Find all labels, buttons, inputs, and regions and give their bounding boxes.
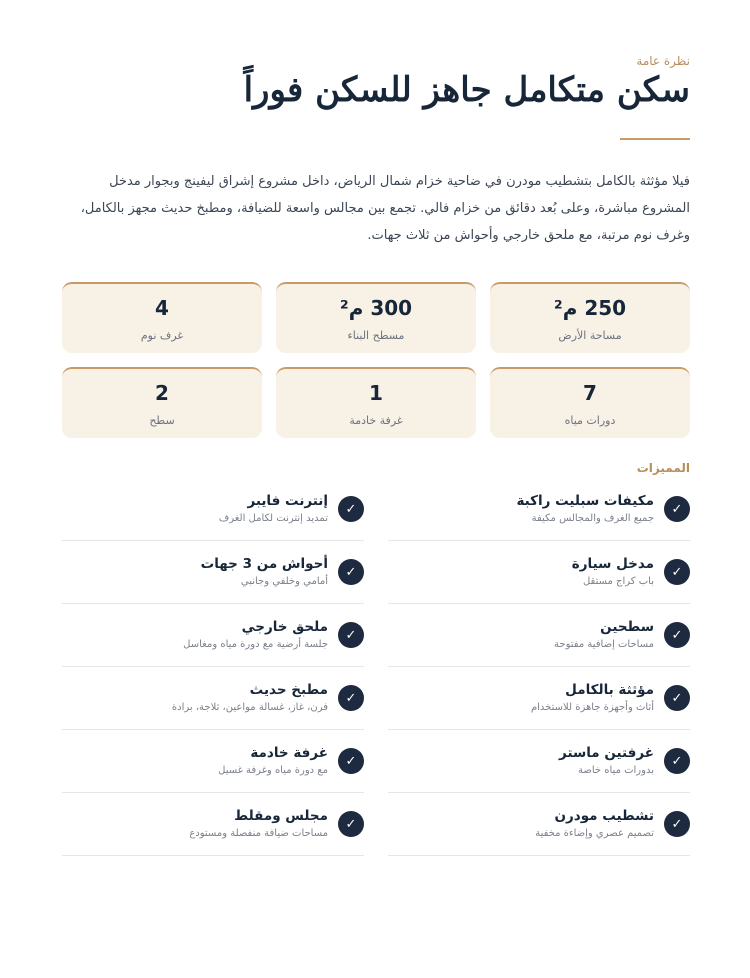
feature-subtitle: مساحات ضيافة منفصلة ومستودع bbox=[189, 828, 328, 839]
stat-value: 1 bbox=[369, 381, 383, 405]
feature-subtitle: تمديد إنترنت لكامل الغرف bbox=[218, 513, 328, 524]
feature-item bbox=[388, 604, 690, 667]
section-eyebrow: نظرة عامة bbox=[636, 54, 690, 68]
check-icon: ✓ bbox=[338, 811, 364, 837]
feature-title: غرفة خادمة bbox=[250, 745, 328, 761]
feature-item bbox=[62, 541, 364, 604]
feature-title: مكيفات سبليت راكبة bbox=[516, 493, 654, 509]
feature-title: مؤثثة بالكامل bbox=[565, 682, 654, 698]
check-icon: ✓ bbox=[664, 811, 690, 837]
stat-value: 300 م² bbox=[339, 296, 413, 320]
stat-card-roof bbox=[62, 367, 262, 438]
stat-value: 2 bbox=[155, 381, 169, 405]
feature-subtitle: باب كراج مستقل bbox=[582, 576, 654, 587]
check-icon: ✓ bbox=[664, 622, 690, 648]
stat-card-bedrooms bbox=[62, 282, 262, 353]
feature-subtitle: أثاث وأجهزة جاهزة للاستخدام bbox=[530, 702, 654, 713]
feature-title: مجلس ومقلط bbox=[234, 808, 328, 824]
feature-item bbox=[388, 478, 690, 541]
check-icon: ✓ bbox=[664, 685, 690, 711]
feature-item bbox=[62, 604, 364, 667]
feature-item bbox=[62, 667, 364, 730]
feature-item bbox=[388, 667, 690, 730]
feature-subtitle: بدورات مياه خاصة bbox=[578, 765, 654, 776]
feature-title: مدخل سيارة bbox=[571, 556, 654, 572]
feature-title: إنترنت فايبر bbox=[247, 493, 328, 509]
feature-title: ملحق خارجي bbox=[241, 619, 328, 635]
feature-subtitle: فرن، غاز، غسالة مواعين، ثلاجة، برادة bbox=[171, 702, 328, 713]
feature-item bbox=[388, 793, 690, 856]
stat-label: مسطح البناء bbox=[347, 329, 405, 342]
feature-item bbox=[388, 730, 690, 793]
stat-label: غرفة خادمة bbox=[349, 414, 403, 427]
stat-label: سطح bbox=[149, 414, 175, 427]
check-icon: ✓ bbox=[664, 496, 690, 522]
stat-card-bathrooms bbox=[490, 367, 690, 438]
stat-label: غرف نوم bbox=[140, 329, 184, 342]
feature-item bbox=[62, 478, 364, 541]
stat-value: 4 bbox=[155, 296, 169, 320]
stat-value: 7 bbox=[583, 381, 597, 405]
check-icon: ✓ bbox=[338, 748, 364, 774]
check-icon: ✓ bbox=[664, 559, 690, 585]
check-icon: ✓ bbox=[338, 496, 364, 522]
features-list bbox=[62, 478, 690, 856]
feature-title: أحواش من 3 جهات bbox=[200, 556, 328, 572]
feature-subtitle: مساحات إضافية مفتوحة bbox=[554, 639, 654, 650]
intro-paragraph: فيلا مؤثثة بالكامل بتشطيب مودرن في ضاحية خزام شمال الرياض، داخل مشروع إشراق ليفينج وبجوار مدخل المشروع مباشرة، وعلى بُعد دقائق من خزام فالي. تجمع بين مجالس واسعة للضيافة، ومطبخ حديث مجهز بالكامل، وغرف نوم مرتبة، مع ملحق خارجي وأحواش من ثلاث جهات. bbox=[80, 174, 690, 243]
feature-subtitle: جميع الغرف والمجالس مكيفة bbox=[531, 513, 654, 524]
stat-value: 250 م² bbox=[553, 296, 627, 320]
feature-subtitle: مع دورة مياه وغرفة غسيل bbox=[218, 765, 328, 776]
feature-subtitle: أمامي وخلفي وجانبي bbox=[240, 576, 328, 587]
stat-card-built-area bbox=[276, 282, 476, 353]
feature-item bbox=[62, 793, 364, 856]
stat-card-land-area bbox=[490, 282, 690, 353]
check-icon: ✓ bbox=[338, 559, 364, 585]
check-icon: ✓ bbox=[664, 748, 690, 774]
check-icon: ✓ bbox=[338, 622, 364, 648]
feature-title: غرفتين ماستر bbox=[559, 745, 654, 761]
feature-item bbox=[388, 541, 690, 604]
title-divider bbox=[620, 138, 690, 140]
feature-subtitle: تصميم عصري وإضاءة مخفية bbox=[535, 828, 654, 839]
stat-label: دورات مياه bbox=[564, 414, 616, 427]
feature-title: تشطيب مودرن bbox=[554, 808, 654, 824]
feature-title: مطبخ حديث bbox=[249, 682, 328, 698]
stats-grid bbox=[62, 282, 690, 438]
features-heading: المميزات bbox=[636, 461, 690, 475]
feature-title: سطحين bbox=[600, 619, 654, 635]
stat-label: مساحة الأرض bbox=[558, 329, 622, 342]
stat-card-maid-room bbox=[276, 367, 476, 438]
feature-subtitle: جلسة أرضية مع دورة مياه ومغاسل bbox=[183, 639, 328, 650]
feature-item bbox=[62, 730, 364, 793]
check-icon: ✓ bbox=[338, 685, 364, 711]
page-title: سكن متكامل جاهز للسكن فوراً bbox=[243, 70, 690, 110]
